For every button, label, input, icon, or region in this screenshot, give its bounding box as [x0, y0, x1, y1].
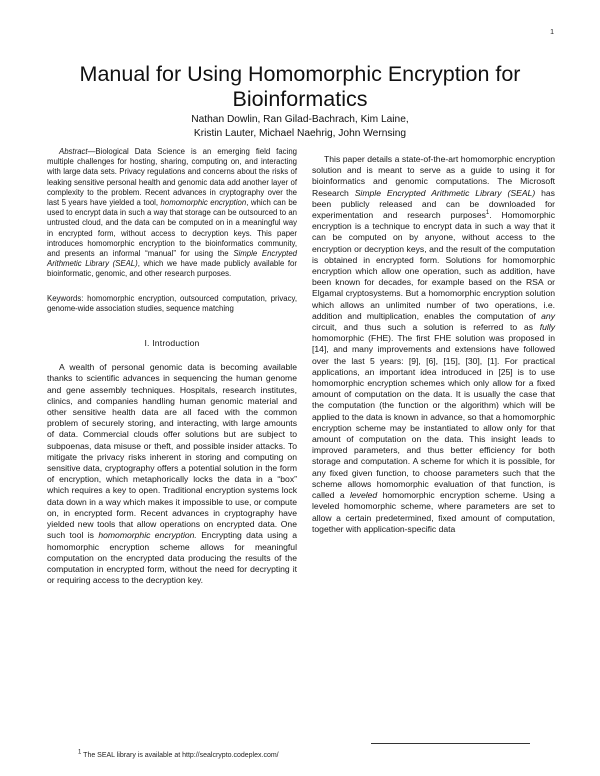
paper-title: Manual for Using Homomorphic Encryption for Bioinformatics: [79, 62, 521, 111]
author-list: [60, 113, 540, 141]
keywords: Keywords: homomorphic encryption, outsourced computation, privacy, genome-wide association studies, sequence matching: [47, 293, 297, 313]
page-number: 1: [550, 29, 554, 36]
intro-paragraph-2: This paper details a state-of-the-art homomorphic encryption solution and is meant to serve as a guide to using it for bioinformatics and genomic computations. The Microsoft Research Simple Encrypted Arithmetic Library (SEAL) has been publicly released and can be downloaded for experimentation and research purposes$^1$. Homomorphic encryption is a technique to encrypt data in such a way that it can be computed on by anyone, without access to the encryption or decryption keys, and the result of the computation is obtained in encrypted form. Solutions for homomorphic encryption which allow one operation, such as addition, have been known for decades, for example based on the RSA or Elgamal cryptosystems. But a homomorphic encryption solution which allows an unlimited number of two operations, i.e. addition and multiplication, enables the computation of any circuit, and thus such a solution is referred to as fully homomorphic (FHE). The first FHE solution was proposed in [14], and many improvements and extensions have followed over the last 5 years: [9], [6], [15], [30], [1]. For practical applications, an important idea introduced in [25] is to use homomorphic encryption schemes which only allow for a fixed amount of computation on the data. It is usually the case that the computation (the function or the algorithm) which will be applied to the data is known in advance, so that a homomorphic encryption scheme may be instantiated to allow only for that amount of computation on the data. This insight leads to improved parameters, and thus better efficiency for both storage and computation. A scheme for which it is possible, for any fixed given function, to choose parameters such that the scheme allows homomorphic evaluation of that function, is called a leveled homomorphic encryption scheme. Using a leveled homomorphic scheme, where parameters are set to allow a certain predetermined, fixed amount of computation, together with application-specific data: [312, 154, 556, 534]
abstract-label: Abstract: [59, 147, 88, 156]
abstract: Abstract—Biological Data Science is an emerging field facing multiple challenges for hosting, sharing, computing on, and interacting with large data sets. Privacy regulations and concerns about the risks of leaking sensitive personal health and genomic data add another layer of complexity to the problem. Recent advances in cryptography over the last 5 years have yielded a tool, homomorphic encryption, which can be used to encrypt data in such a way that storage can be outsourced to an untrusted cloud, and the data can be computed on in a meaningful way in encrypted form, without access to decryption keys. This paper introduces homomorphic encryption to the bioinformatics community, and presents an informal “manual” for using the Simple Encrypted Arithmetic Library (SEAL), which we have made publicly available for bioinformatic, genomic, and other research purposes.: [47, 147, 298, 279]
intro-paragraph-1: A wealth of personal genomic data is becoming available thanks to scientific advances in sequencing the human genome and gene assembly techniques. Hospitals, research institutes, clinics, and companies handling human genomic material and other sensitive health data are all faced with the common problem of securely storing, and interacting, with large amounts of data. Commercial clouds offer solutions but are subject to subpoenas, data misuse or theft, and possible insider attacks. To mitigate the privacy risks inherent in storing and computing on sensitive data, cryptography offers a potential solution in the form of encryption, which metaphorically locks the data in a “box” which requires a key to open. Traditional encryption systems lock data down in a way which makes it impossible to use, or compute on, in encrypted form. Recent advances in cryptography have yielded new tools that allow operations on encrypted data. One such tool is homomorphic encryption. Encrypting data using a homomorphic encryption scheme allows for meaningful computation on the encrypted data producing the results of the computation in encrypted form, without the need for decrypting it or requiring access to the decryption key.: [47, 362, 297, 586]
footnote-divider: [371, 743, 530, 744]
footnote: $^1$ The SEAL library is available at http://sealcrypto.codeplex.com/: [78, 749, 279, 759]
section-heading-introduction: I. Introduction: [144, 338, 200, 349]
author-line-1: Nathan Dowlin, Ran Gilad-Bachrach, Kim Laine,: [191, 114, 409, 125]
footnote-marker: 1: [485, 210, 490, 217]
keywords-label: Keywords:: [47, 293, 84, 303]
author-line-2: Kristin Lauter, Michael Naehrig, John Wernsing: [193, 128, 407, 139]
right-column: [312, 147, 555, 535]
left-column: [47, 147, 297, 586]
